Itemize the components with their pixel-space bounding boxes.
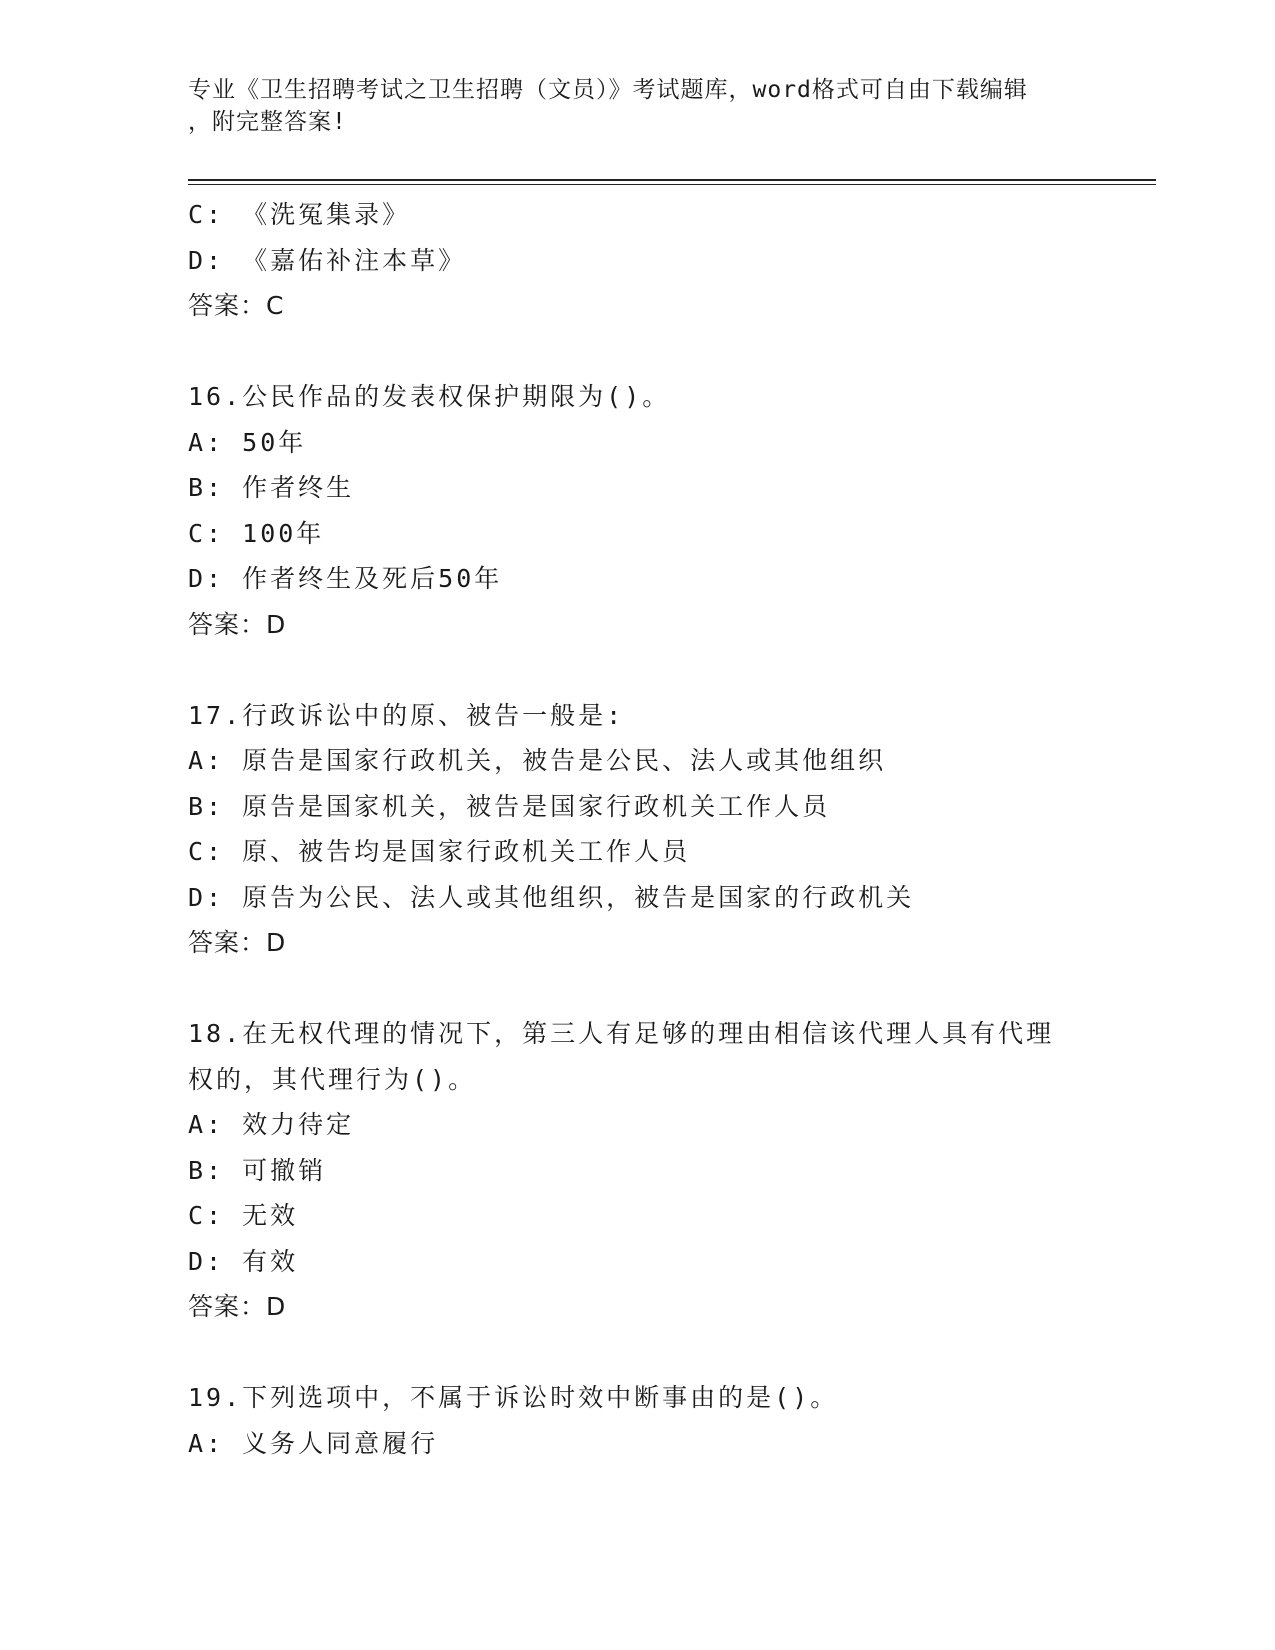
option-c: C: 100年 <box>188 518 325 548</box>
option-d: D: 《嘉佑补注本草》 <box>188 245 467 275</box>
option-b: B: 可撤销 <box>188 1155 327 1185</box>
spacer <box>188 647 1148 693</box>
answer-line: 答案：C <box>188 291 285 320</box>
question-15-tail <box>188 192 1148 329</box>
option-a: A: 原告是国家行政机关，被告是公民、法人或其他组织 <box>188 746 887 775</box>
document-header <box>188 74 1068 138</box>
question-17 <box>188 693 1148 966</box>
header-line-1: 专业《卫生招聘考试之卫生招聘（文员）》考试题库，word格式可自由下载编辑 <box>188 77 1028 103</box>
option-c: C: 原、被告均是国家行政机关工作人员 <box>188 837 691 866</box>
header-divider-thick <box>188 179 1156 181</box>
question-18 <box>188 1011 1148 1330</box>
question-list <box>188 192 1148 1466</box>
option-c: C: 无效 <box>188 1201 299 1230</box>
question-text-line-1: 18.在无权代理的情况下，第三人有足够的理由相信该代理人具有代理 <box>188 1019 1055 1048</box>
option-a: A: 50年 <box>188 427 307 457</box>
option-b: B: 原告是国家机关，被告是国家行政机关工作人员 <box>188 791 831 821</box>
option-d: D: 原告为公民、法人或其他组织，被告是国家的行政机关 <box>188 882 915 912</box>
answer-line: 答案：D <box>188 609 287 639</box>
question-text: 16.公民作品的发表权保护期限为()。 <box>188 382 671 411</box>
option-d: D: 作者终生及死后50年 <box>188 564 503 593</box>
option-d: D: 有效 <box>188 1246 299 1276</box>
option-c: C: 《洗冤集录》 <box>188 200 411 229</box>
spacer <box>188 329 1148 375</box>
header-line-2: ，附完整答案! <box>188 109 347 135</box>
option-a: A: 效力待定 <box>188 1110 355 1139</box>
spacer <box>188 1330 1148 1376</box>
option-b: B: 作者终生 <box>188 473 355 502</box>
question-text: 17.行政诉讼中的原、被告一般是: <box>188 700 625 730</box>
spacer <box>188 966 1148 1012</box>
answer-line: 答案：D <box>188 928 287 957</box>
answer-line: 答案：D <box>188 1292 287 1321</box>
question-text-line-2: 权的，其代理行为()。 <box>188 1064 477 1094</box>
question-19 <box>188 1375 1148 1466</box>
option-a: A: 义务人同意履行 <box>188 1428 439 1458</box>
header-divider-thin <box>188 184 1156 185</box>
question-text: 19.下列选项中，不属于诉讼时效中断事由的是()。 <box>188 1383 839 1412</box>
question-16 <box>188 374 1148 647</box>
